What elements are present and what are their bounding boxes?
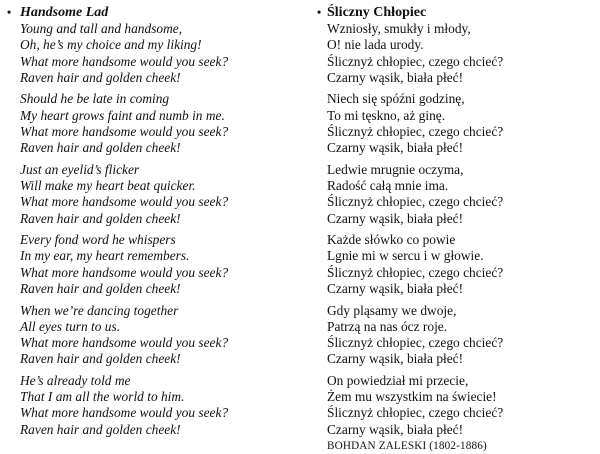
stanza	[7, 303, 297, 368]
poem-line: Gdy pląsamy we dwoje,	[327, 302, 457, 318]
poem-line: Should he be late in coming	[20, 91, 170, 107]
poem-line: To mi tęskno, aż ginę.	[327, 107, 446, 123]
poem-line: Czarny wąsik, biała płeć!	[327, 351, 464, 367]
poem-line: On powiedział mi przecie,	[327, 372, 469, 388]
poem-line: O! nie lada urody.	[327, 37, 424, 53]
polish-title-row	[317, 4, 597, 21]
poem-line: Czarny wąsik, biała płeć!	[327, 281, 464, 297]
poem-line: Czarny wąsik, biała płeć!	[327, 69, 464, 85]
stanza	[317, 232, 597, 297]
poem-line: Ślicznyż chłopiec, czego chcieć?	[327, 53, 504, 69]
polish-poem-title: Śliczny Chłopiec	[327, 5, 427, 20]
poem-line: All eyes turn to us.	[20, 318, 121, 334]
poem-line: What more handsome would you seek?	[20, 264, 229, 280]
poem-line: Ślicznyż chłopiec, czego chcieć?	[327, 405, 504, 421]
poem-line: In my ear, my heart remembers.	[20, 248, 190, 264]
poem-line: What more handsome would you seek?	[20, 335, 229, 351]
bullet-icon: •	[7, 5, 12, 19]
poem-line: Niech się spóźni godzinę,	[327, 91, 465, 107]
poem-line: What more handsome would you seek?	[20, 123, 229, 139]
poem-line: Raven hair and golden cheek!	[20, 281, 181, 297]
poem-line: Każde słówko co powie	[327, 232, 456, 248]
poem-line: Every fond word he whispers	[20, 232, 176, 248]
poem-line: He’s already told me	[20, 372, 131, 388]
poem-line: Ślicznyż chłopiec, czego chcieć?	[327, 264, 504, 280]
poem-line: Ślicznyż chłopiec, czego chcieć?	[327, 194, 504, 210]
poem-line: Raven hair and golden cheek!	[20, 421, 181, 437]
poem-line: What more handsome would you seek?	[20, 405, 229, 421]
poem-line: Raven hair and golden cheek!	[20, 210, 181, 226]
poem-line: What more handsome would you seek?	[20, 53, 229, 69]
poem-line: Young and tall and handsome,	[20, 21, 183, 36]
poem-line: Raven hair and golden cheek!	[20, 140, 181, 156]
stanza	[317, 91, 597, 156]
english-poem	[7, 4, 297, 438]
stanza	[7, 373, 297, 438]
stanza	[7, 162, 297, 227]
stanza	[317, 162, 597, 227]
poem-line: Raven hair and golden cheek!	[20, 351, 181, 367]
poem-line: Żem mu wszystkim na świecie!	[327, 389, 497, 405]
poem-line: Will make my heart beat quicker.	[20, 178, 196, 194]
english-title-row	[7, 4, 297, 21]
poem-line: What more handsome would you seek?	[20, 194, 229, 210]
stanza	[7, 232, 297, 297]
poem-line: Just an eyelid’s flicker	[20, 161, 140, 177]
poem-line: Wzniosły, smukły i młody,	[327, 21, 471, 36]
poem-line: Czarny wąsik, biała płeć!	[327, 210, 464, 226]
poem-line: Patrzą na nas ócz roje.	[327, 318, 448, 334]
poem-line: When we’re dancing together	[20, 302, 179, 318]
stanza	[7, 91, 297, 156]
stanza	[317, 303, 597, 368]
polish-poem	[317, 4, 597, 454]
english-poem-title: Handsome Lad	[20, 5, 109, 20]
poem-line: Radość całą mnie ima.	[327, 178, 449, 194]
poem-line: Czarny wąsik, biała płeć!	[327, 140, 464, 156]
stanza	[7, 21, 297, 86]
stanza	[317, 21, 597, 86]
poem-line: Raven hair and golden cheek!	[20, 69, 181, 85]
poem-line: Ślicznyż chłopiec, czego chcieć?	[327, 123, 504, 139]
poem-line: Oh, he’s my choice and my liking!	[20, 37, 202, 53]
poem-line: Ledwie mrugnie oczyma,	[327, 161, 464, 177]
poem-line: That I am all the world to him.	[20, 389, 185, 405]
poem-line: Lgnie mi w sercu i w głowie.	[327, 248, 484, 264]
poem-line: My heart grows faint and numb in me.	[20, 107, 225, 123]
poem-author: BOHDAN ZALESKI (1802-1886)	[327, 440, 487, 453]
poem-line: Czarny wąsik, biała płeć!	[327, 421, 464, 437]
stanza	[317, 373, 597, 438]
bullet-icon: •	[317, 5, 322, 19]
poem-line: Ślicznyż chłopiec, czego chcieć?	[327, 335, 504, 351]
